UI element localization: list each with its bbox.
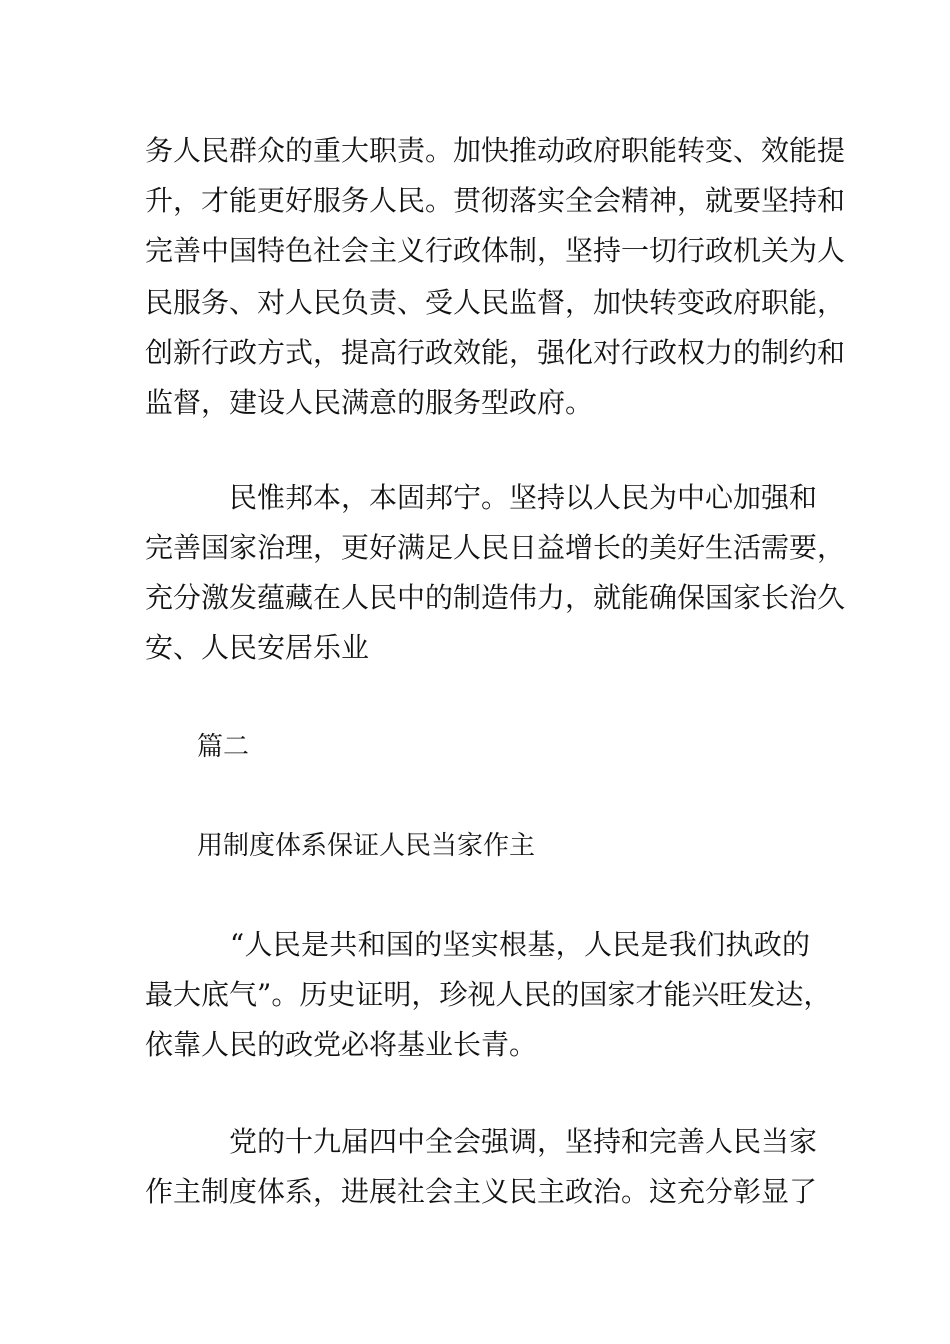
article-title: 用制度体系保证人民当家作主 (197, 831, 536, 861)
paragraph-2-line-1: 民惟邦本，本固邦宁。坚持以人民为中心加强和 (145, 481, 818, 514)
paragraph-2-line-3: 充分激发蕴藏在人民中的制造伟力，就能确保国家长治久 (145, 581, 846, 614)
paragraph-1-line-5: 创新行政方式，提高行政效能，强化对行政权力的制约和 (145, 336, 846, 369)
paragraph-3-line-2: 最大底气”。历史证明，珍视人民的国家才能兴旺发达， (145, 978, 832, 1011)
paragraph-2-line-4: 安、人民安居乐业 (145, 631, 370, 664)
paragraph-2-line-2: 完善国家治理，更好满足人民日益增长的美好生活需要， (145, 531, 846, 564)
paragraph-1-line-2: 升，才能更好服务人民。贯彻落实全会精神，就要坚持和 (145, 184, 846, 217)
paragraph-4-line-1: 党的十九届四中全会强调，坚持和完善人民当家 (145, 1125, 818, 1158)
paragraph-3-line-1: “人民是共和国的坚实根基，人民是我们执政的 (145, 928, 810, 961)
paragraph-1-line-6: 监督，建设人民满意的服务型政府。 (145, 386, 594, 419)
paragraph-1-line-3: 完善中国特色社会主义行政体制，坚持一切行政机关为人 (145, 234, 846, 267)
section-label: 篇二 (197, 732, 250, 762)
paragraph-1-line-4: 民服务、对人民负责、受人民监督，加快转变政府职能， (145, 286, 846, 319)
paragraph-4-line-2: 作主制度体系，进展社会主义民主政治。这充分彰显了 (145, 1175, 818, 1208)
paragraph-3-line-3: 依靠人民的政党必将基业长青。 (145, 1028, 538, 1061)
paragraph-1-line-1: 务人民群众的重大职责。加快推动政府职能转变、效能提 (145, 134, 846, 167)
